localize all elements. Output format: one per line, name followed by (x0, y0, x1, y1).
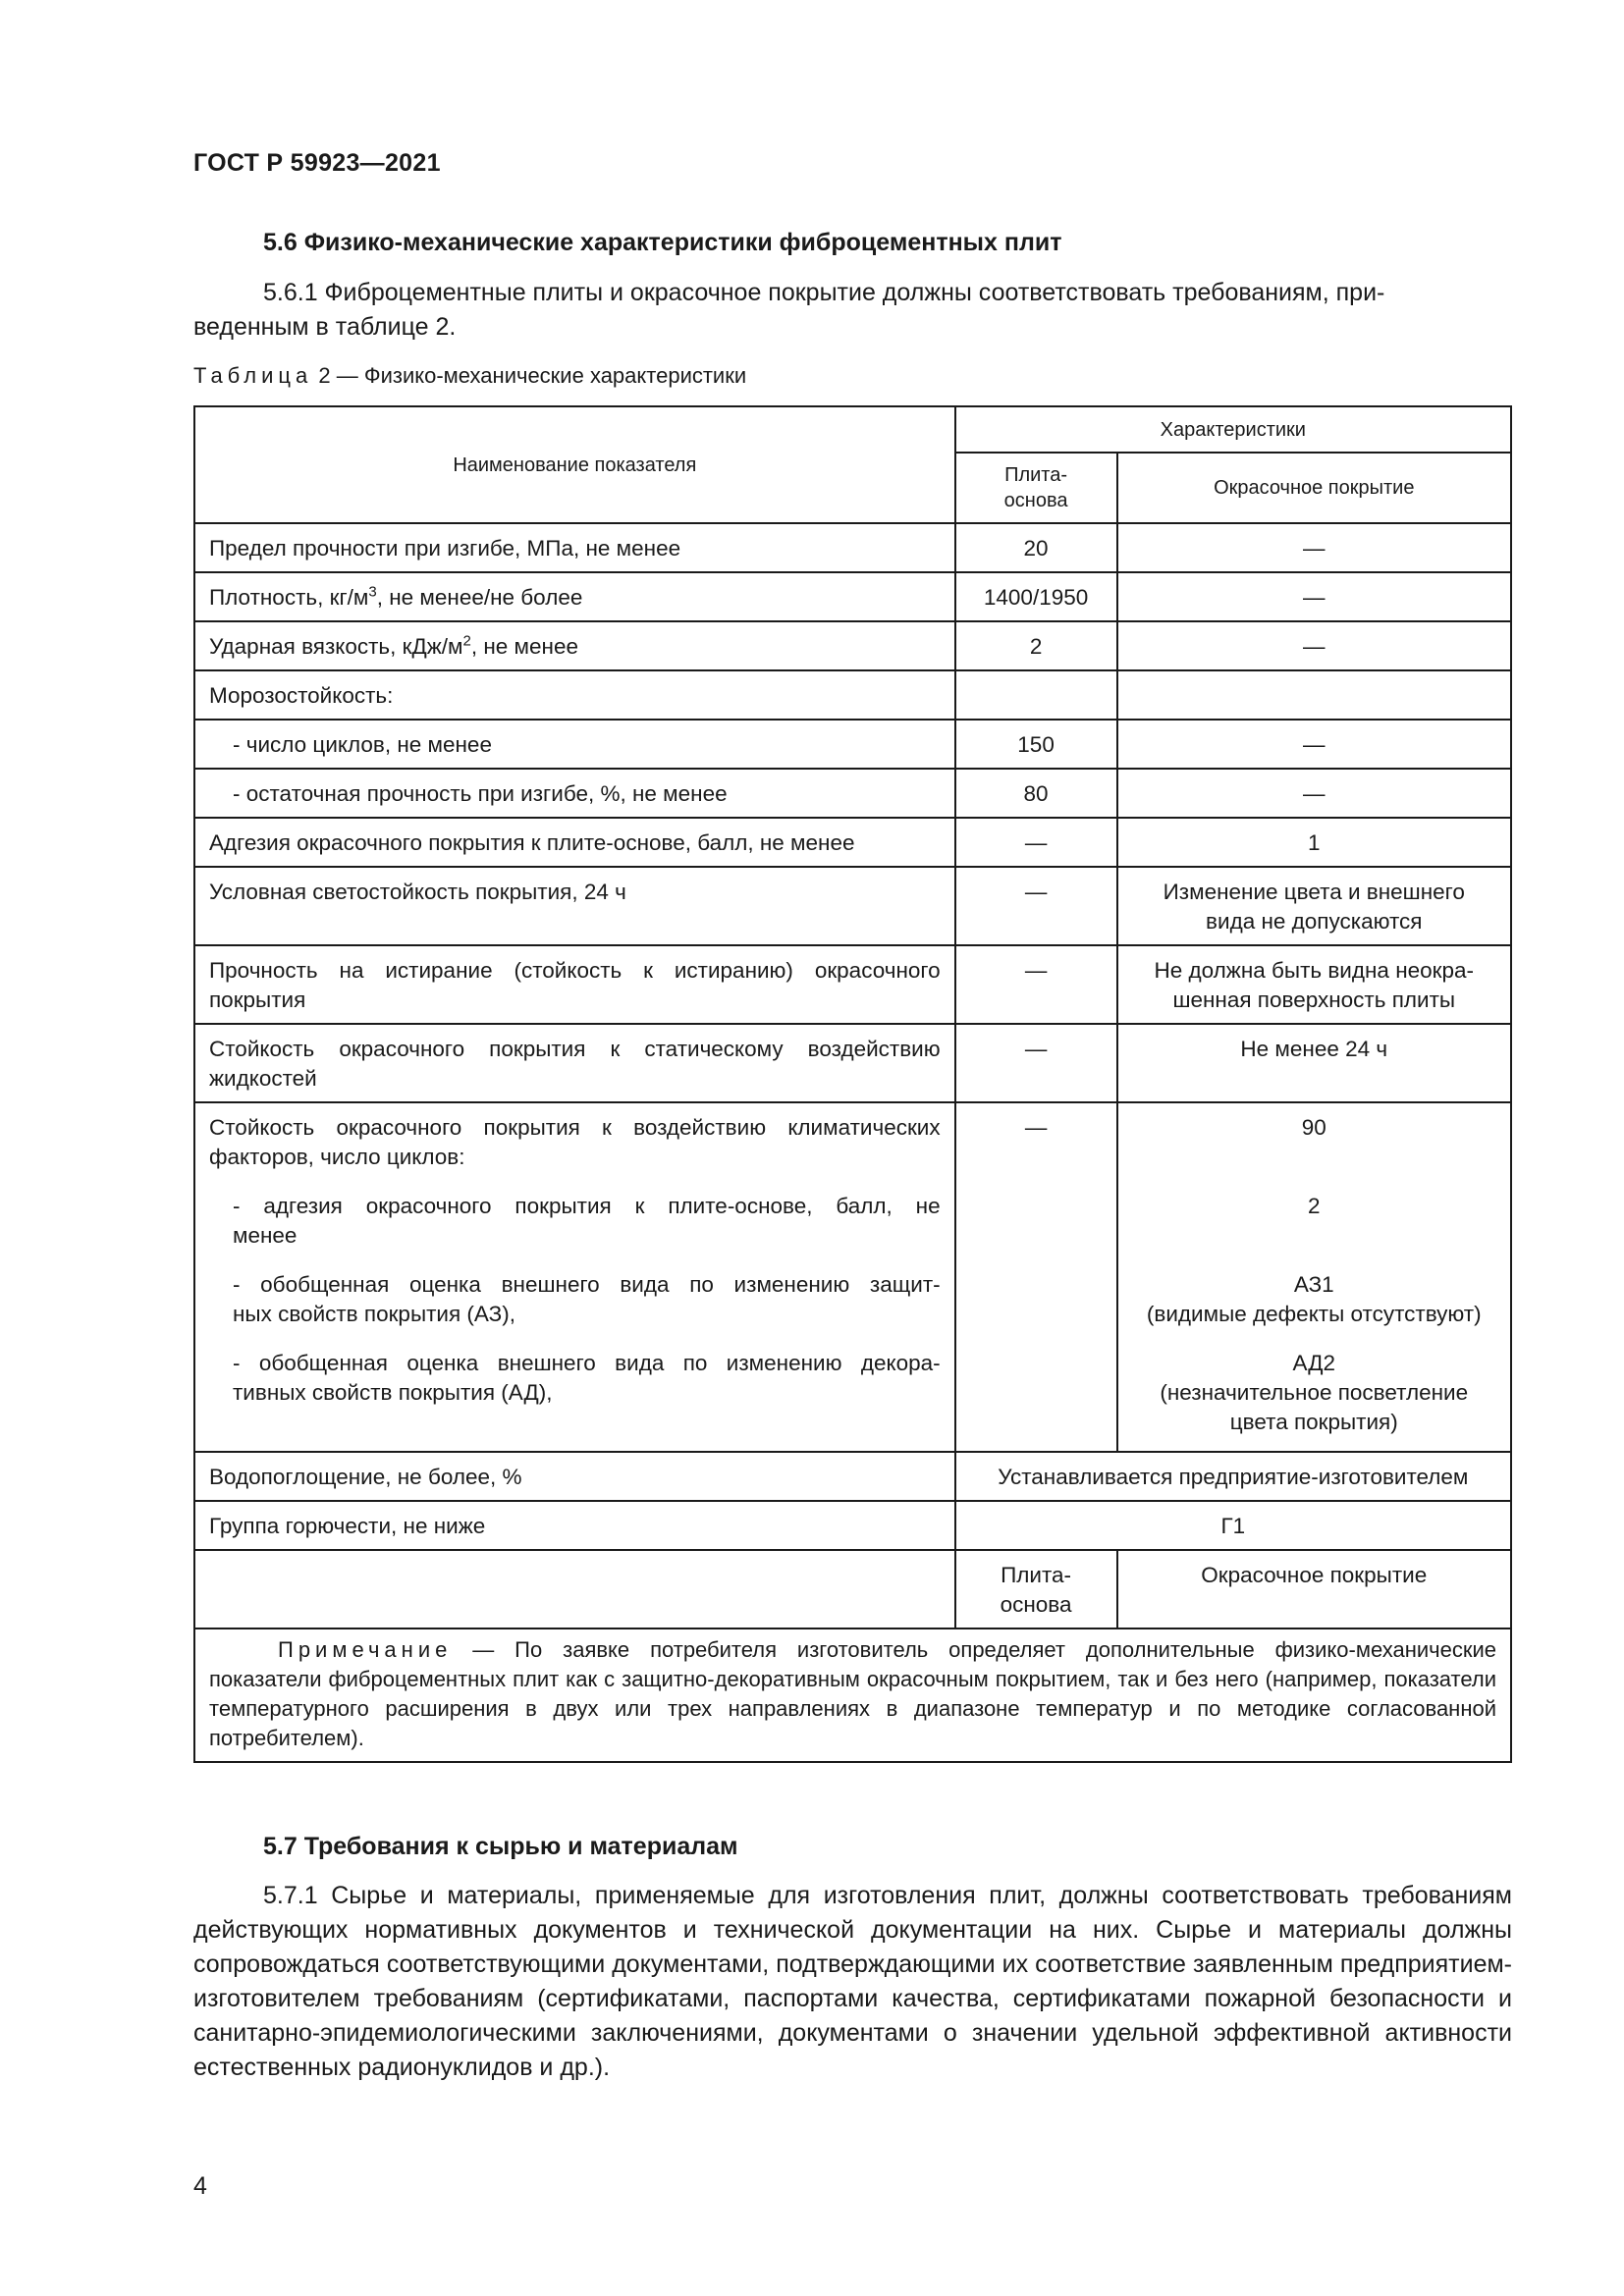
table-row (194, 867, 1511, 945)
note-label: Примечание (278, 1637, 453, 1662)
name-line: ных свойств покрытия (АЗ), (233, 1302, 516, 1326)
name-line: жидкостей (209, 1066, 317, 1091)
name-line: тивных свойств покрытия (АД), (233, 1380, 553, 1405)
section-5-6-paragraph (193, 276, 1512, 345)
row-name: Предел прочности при изгибе, МПа, не менее (194, 523, 955, 572)
table-row (194, 1452, 1511, 1501)
coating-line: Изменение цвета и внешнего (1163, 880, 1465, 904)
table-row (194, 1550, 1511, 1629)
coating-line: (незначительное посветление (1160, 1380, 1469, 1405)
plate-line: основа (1000, 1592, 1072, 1617)
row-plate-value: — (955, 1102, 1117, 1452)
table-caption (193, 363, 746, 389)
coating-line: шенная поверхность плиты (1172, 988, 1456, 1012)
table-row (194, 1102, 1511, 1452)
row-name (194, 1550, 955, 1629)
header-plate (955, 453, 1117, 523)
row-name: Водопоглощение, не более, % (194, 1452, 955, 1501)
row-coating-value (1117, 1102, 1511, 1452)
section-5-6-title: 5.6 Физико-механические характеристики фиброцементных плит (263, 229, 1062, 256)
name-line: - адгезия окрасочного покрытия к плите-основе, балл, не (233, 1194, 941, 1218)
coating-line: Не должна быть видна неокра- (1154, 958, 1475, 983)
coating-line: вида не допускаются (1206, 909, 1423, 934)
header-coating: Окрасочное покрытие (1117, 453, 1511, 523)
table-row (194, 572, 1511, 621)
row-plate-value: — (955, 867, 1117, 945)
note-text: — По заявке потребителя изготовитель определяет дополнительные физико-механические показатели фиброцементных плит как с защитно-декоративным окрасочным покрытием, так и без него (например, показатели температурного расширения в двух или трех направлениях в диапазоне температур и по методике согласованной потребителем). (209, 1637, 1496, 1750)
document-header: ГОСТ Р 59923—2021 (193, 149, 441, 177)
name-line: Стойкость окрасочного покрытия к статическому воздействию (209, 1037, 941, 1061)
climatic-sub-ad (209, 1349, 941, 1408)
coating-line: цвета покрытия) (1229, 1410, 1398, 1434)
row-name (194, 1102, 955, 1452)
page-number: 4 (193, 2172, 207, 2200)
table-row (194, 720, 1511, 769)
paragraph-line: 5.6.1 Фиброцементные плиты и окрасочное покрытие должны соответствовать требованиям, при- (263, 279, 1385, 306)
row-coating-value: — (1117, 621, 1511, 670)
table-caption-label: Таблица (193, 363, 313, 388)
row-plate-value: 80 (955, 769, 1117, 818)
row-coating-value (1117, 867, 1511, 945)
row-name (194, 572, 955, 621)
row-name: Группа горючести, не ниже (194, 1501, 955, 1550)
row-plate-value: 20 (955, 523, 1117, 572)
coating-line: 2 (1308, 1194, 1321, 1218)
coating-line: АД2 (1292, 1351, 1336, 1375)
characteristics-table (193, 405, 1512, 1763)
row-plate-value (955, 1550, 1117, 1629)
row-plate-value: — (955, 945, 1117, 1024)
row-coating-value: Не менее 24 ч (1117, 1024, 1511, 1102)
coating-line: 90 (1301, 1115, 1326, 1140)
row-plate-value: — (955, 818, 1117, 867)
climatic-sub-az (209, 1270, 941, 1329)
name-line: Прочность на истирание (стойкость к истиранию) окрасочного (209, 958, 941, 983)
row-name-text: , не менее (470, 634, 578, 659)
header-plate-line: Плита- (1004, 464, 1068, 486)
row-name-text: , не менее/не более (376, 585, 583, 610)
row-coating-value: — (1117, 720, 1511, 769)
plate-line: Плита- (1001, 1563, 1072, 1587)
row-plate-value: 150 (955, 720, 1117, 769)
header-group: Характеристики (955, 406, 1511, 453)
row-coating-value: — (1117, 769, 1511, 818)
row-name (194, 621, 955, 670)
row-coating-value: Окрасочное покрытие (1117, 1550, 1511, 1629)
row-name (194, 945, 955, 1024)
climatic-sub-adhesion (209, 1192, 941, 1251)
row-coating-value: — (1117, 523, 1511, 572)
name-line: покрытия (209, 988, 306, 1012)
name-line: факторов, число циклов: (209, 1145, 465, 1169)
coating-line: (видимые дефекты отсутствуют) (1146, 1302, 1482, 1326)
table-row (194, 1024, 1511, 1102)
table-note-row (194, 1629, 1511, 1762)
table-row (194, 1501, 1511, 1550)
row-plate-value: 2 (955, 621, 1117, 670)
paragraph-line: веденным в таблице 2. (193, 313, 457, 341)
row-coating-value (1117, 670, 1511, 720)
row-plate-value: 1400/1950 (955, 572, 1117, 621)
row-name: Условная светостойкость покрытия, 24 ч (194, 867, 955, 945)
row-name: - остаточная прочность при изгибе, %, не менее (194, 769, 955, 818)
row-plate-value: — (955, 1024, 1117, 1102)
row-name: - число циклов, не менее (194, 720, 955, 769)
table-caption-text: 2 — Физико-механические характеристики (318, 363, 747, 388)
table-row (194, 945, 1511, 1024)
name-line: - обобщенная оценка внешнего вида по изменению защит- (233, 1272, 941, 1297)
coating-line: АЗ1 (1293, 1272, 1334, 1297)
row-merged-value: Г1 (955, 1501, 1511, 1550)
name-line: менее (233, 1223, 298, 1248)
table-row (194, 621, 1511, 670)
table-row (194, 818, 1511, 867)
row-coating-value (1117, 945, 1511, 1024)
row-merged-value: Устанавливается предприятие-изготовителем (955, 1452, 1511, 1501)
section-5-7-title: 5.7 Требования к сырью и материалам (263, 1833, 738, 1860)
row-plate-value (955, 670, 1117, 720)
section-5-7-paragraph: 5.7.1 Сырье и материалы, применяемые для изготовления плит, должны соответствовать требованиям действующих нормативных документов и технической документации на них. Сырье и материалы должны сопровождаться соответствующими документами, подтверждающими их соответствие заявленным предприятием-изготовителем требованиям (сертификатами, паспортами качества, сертификатами пожарной безопасности и санитарно-эпидемиологическими заключениями, документами о значении удельной эффективной активности естественных радионуклидов и др.). (193, 1882, 1512, 2081)
table-note (194, 1629, 1511, 1762)
table-header-row (194, 406, 1511, 453)
row-name-sup: 3 (368, 583, 377, 601)
row-name-sup: 2 (462, 632, 471, 650)
header-name: Наименование показателя (194, 406, 955, 523)
row-name-text: Плотность, кг/м (209, 585, 369, 610)
name-line: - обобщенная оценка внешнего вида по изменению декора- (233, 1351, 941, 1375)
row-name (194, 1024, 955, 1102)
table-row (194, 523, 1511, 572)
table-row (194, 670, 1511, 720)
row-coating-value: 1 (1117, 818, 1511, 867)
row-name-text: Ударная вязкость, кДж/м (209, 634, 463, 659)
row-name: Адгезия окрасочного покрытия к плите-основе, балл, не менее (194, 818, 955, 867)
name-line: Стойкость окрасочного покрытия к воздействию климатических (209, 1115, 941, 1140)
header-plate-line: основа (1003, 490, 1068, 511)
table-row (194, 769, 1511, 818)
row-name: Морозостойкость: (194, 670, 955, 720)
row-coating-value: — (1117, 572, 1511, 621)
